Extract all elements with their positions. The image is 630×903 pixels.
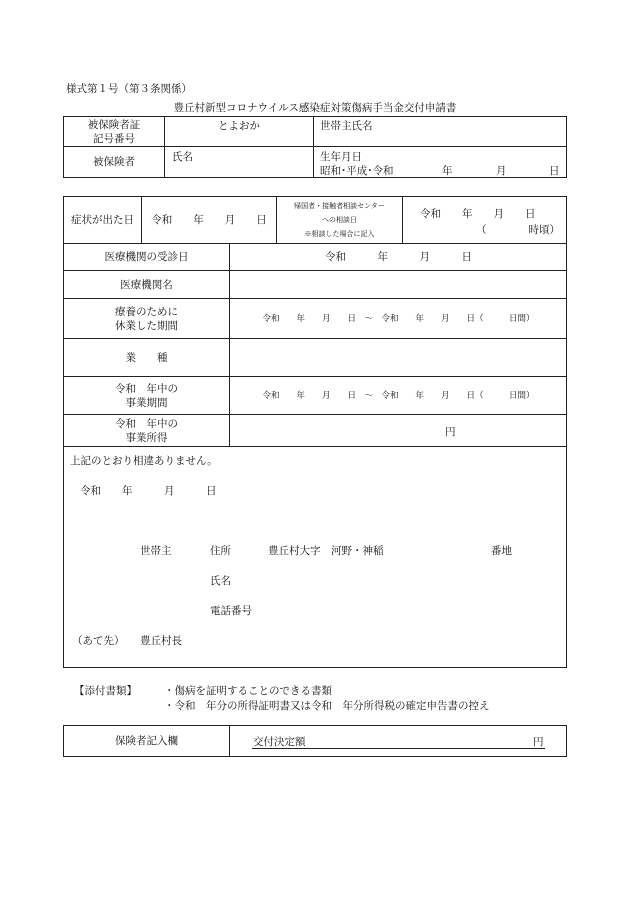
declaration-statement: 上記のとおり相違ありません。	[70, 455, 218, 467]
amount-label: 交付決定額	[253, 736, 306, 748]
declaration-date[interactable]: 令和 年 月 日	[80, 485, 217, 497]
addressee-label: （あて先）	[72, 635, 125, 647]
consult-center-label: 帰国者・接触者相談センター への相談日 ※相談した場合に記入	[294, 202, 385, 238]
clinic-name-label: 医療機関名	[120, 278, 173, 291]
industry-field[interactable]	[230, 339, 566, 376]
householder-name-label: 世帯主氏名	[320, 120, 373, 132]
phone-label: 電話番号	[210, 605, 252, 617]
consult-time[interactable]: （ 時頃）	[476, 224, 560, 236]
insured-id-label: 被保険者証 記号番号	[87, 118, 141, 145]
insured-id-value[interactable]: とよおか	[218, 120, 260, 132]
address-label: 住所	[210, 545, 231, 557]
symptom-date[interactable]: 令和 年 月 日	[151, 214, 267, 226]
dob-label: 生年月日	[320, 151, 362, 163]
leave-period-value[interactable]: 令和 年 月 日 ～ 令和 年 月 日（ 日間）	[262, 313, 535, 324]
attachment-item-2: ・令和 年分の所得証明書又は令和 年分所得税の確定申告書の控え	[164, 700, 490, 712]
form-number: 様式第１号（第３条関係）	[66, 83, 192, 95]
attachments-label: 【添付書類】	[74, 685, 137, 697]
amount-unit: 円	[533, 736, 544, 748]
name-label: 氏名	[172, 151, 193, 163]
dob-month: 月	[496, 165, 507, 177]
business-period-value[interactable]: 令和 年 月 日 ～ 令和 年 月 日（ 日間）	[262, 390, 535, 401]
dob-era[interactable]: 昭和･平成･令和	[320, 165, 394, 177]
clinic-name-field[interactable]	[230, 271, 566, 298]
insurer-label: 保険者記入欄	[115, 735, 178, 747]
dob-year: 年	[442, 165, 453, 177]
householder-label: 世帯主	[140, 545, 172, 557]
consult-date[interactable]: 令和 年 月 日	[420, 208, 536, 220]
addressee-value: 豊丘村長	[140, 635, 182, 647]
attachment-item-1: ・傷病を証明することのできる書類	[164, 685, 332, 697]
clinic-date-label: 医療機関の受診日	[104, 251, 189, 263]
business-income-unit: 円	[445, 426, 456, 438]
business-income-label: 令和 年中の 事業所得	[115, 417, 178, 444]
symptom-label: 症状が出た日	[71, 214, 134, 226]
business-period-label: 令和 年中の 事業期間	[115, 382, 178, 409]
leave-period-label: 療養のために 休業した期間	[115, 305, 178, 332]
form-title: 豊丘村新型コロナウイルス感染症対策傷病手当金交付申請書	[173, 102, 457, 114]
industry-label: 業 種	[125, 351, 168, 364]
dob-day: 日	[549, 165, 560, 177]
amount-underline[interactable]	[252, 748, 545, 749]
insured-label: 被保険者	[93, 156, 135, 168]
address-value[interactable]: 豊丘村大字 河野・神稲	[268, 545, 384, 557]
clinic-date-value[interactable]: 令和 年 月 日	[325, 251, 472, 263]
address-banchi: 番地	[491, 545, 512, 557]
signer-name-label: 氏名	[210, 575, 231, 587]
